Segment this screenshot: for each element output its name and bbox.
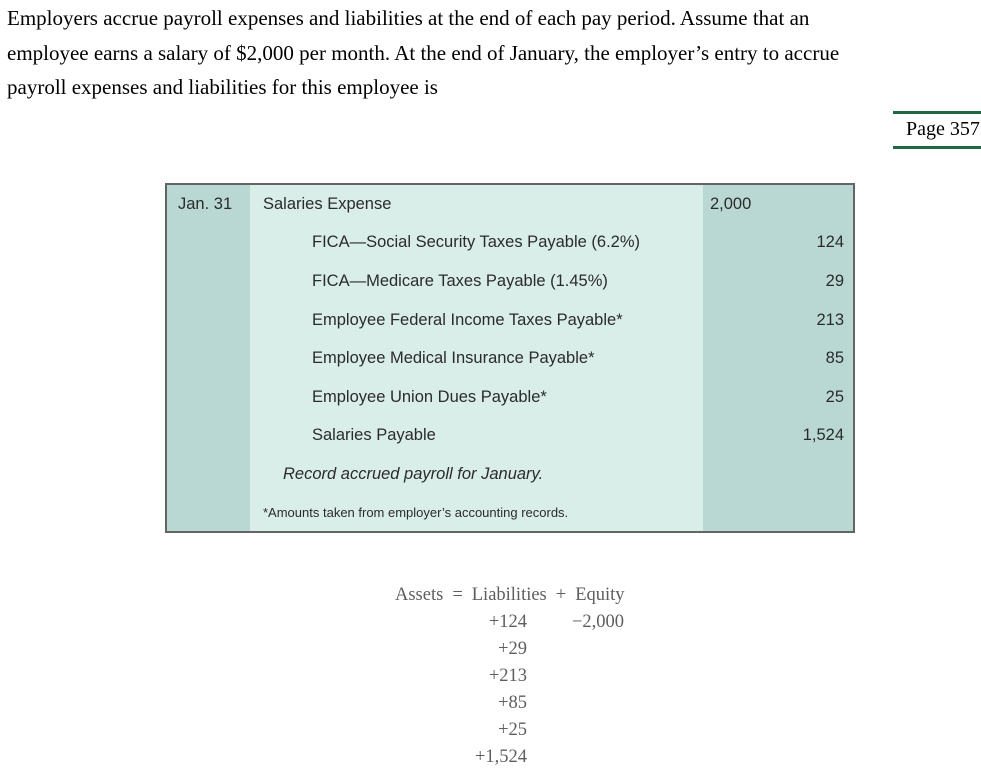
journal-date-cell	[167, 339, 250, 378]
equation-equity-column	[572, 609, 624, 636]
journal-date-cell	[167, 417, 250, 456]
liabilities-entry: +124	[488, 612, 527, 632]
journal-amount-cell	[703, 455, 853, 494]
accounting-equation	[395, 582, 625, 767]
liabilities-entry: +29	[498, 639, 527, 659]
journal-table	[165, 183, 855, 533]
journal-date-cell: Jan. 31	[167, 185, 250, 224]
journal-amount-cell: 1,524	[703, 417, 853, 456]
journal-account-cell: Employee Medical Insurance Payable*	[250, 339, 703, 378]
journal-account-cell: Salaries Payable	[250, 417, 703, 456]
equity-label: Equity	[575, 585, 625, 605]
journal-amount-cell: 2,000	[703, 185, 853, 224]
journal-date-cell	[167, 455, 250, 494]
journal-account-cell: Employee Union Dues Payable*	[250, 378, 703, 417]
journal-amount-cell: 25	[703, 378, 853, 417]
liabilities-entry: +1,524	[474, 747, 527, 767]
journal-account-cell: Salaries Expense	[250, 185, 703, 224]
journal-amount-cell: 85	[703, 339, 853, 378]
liabilities-entry: +85	[498, 693, 527, 713]
liabilities-entry: +213	[488, 666, 527, 686]
intro-line: Employers accrue payroll expenses and liabilities at the end of each pay period. Assume that an	[7, 6, 810, 30]
journal-date-cell	[167, 224, 250, 263]
plus-sign: +	[555, 585, 567, 605]
journal-date-cell	[167, 378, 250, 417]
page-break-label: Page 357	[906, 118, 980, 140]
journal-amount-cell: 213	[703, 301, 853, 340]
equity-entry: −2,000	[572, 612, 625, 632]
journal-account-cell: Record accrued payroll for January.	[250, 455, 703, 494]
journal-account-cell: Employee Federal Income Taxes Payable*	[250, 301, 703, 340]
journal-account-cell: FICA—Medicare Taxes Payable (1.45%)	[250, 262, 703, 301]
intro-line: employee earns a salary of $2,000 per month. At the end of January, the employer’s entry to accrue	[7, 40, 840, 65]
accounting-equation-header	[395, 582, 625, 609]
assets-label: Assets	[395, 585, 444, 605]
equation-liabilities-column	[395, 609, 527, 771]
liabilities-label: Liabilities	[471, 585, 547, 605]
intro-paragraph	[7, 1, 977, 105]
journal-account-cell: *Amounts taken from employer’s accounting records.	[250, 494, 703, 531]
journal-date-cell	[167, 494, 250, 531]
liabilities-entry: +25	[498, 720, 527, 740]
journal-amount-cell	[703, 494, 853, 531]
page-break-marker	[893, 111, 981, 149]
journal-amount-cell: 124	[703, 224, 853, 263]
intro-line: payroll expenses and liabilities for this employee is	[7, 75, 438, 100]
equals-sign: =	[452, 585, 463, 605]
journal-date-cell	[167, 301, 250, 340]
journal-amount-cell: 29	[703, 262, 853, 301]
journal-account-cell: FICA—Social Security Taxes Payable (6.2%)	[250, 224, 703, 263]
journal-date-cell	[167, 262, 250, 301]
